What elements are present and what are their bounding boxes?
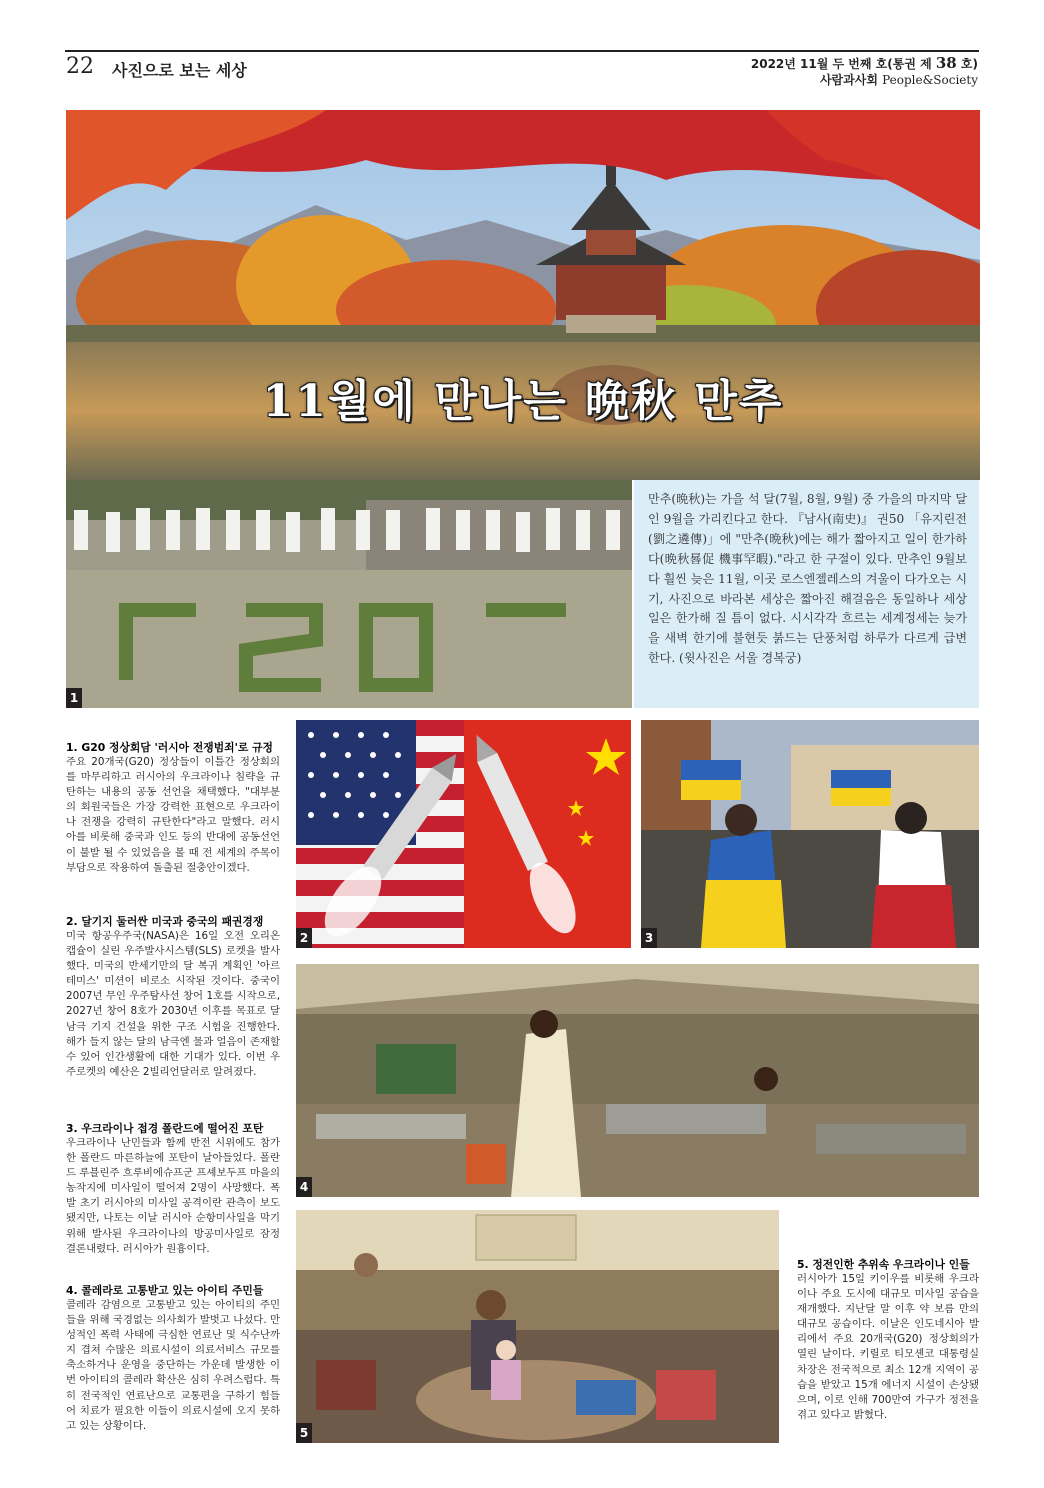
photo-number-4: 4: [296, 1177, 312, 1197]
article-4: [66, 1283, 280, 1446]
photo-ukraine-shelter: [296, 1210, 779, 1443]
issue-info: [751, 54, 978, 72]
article-4-body: 콜레라 감염으로 고통받고 있는 아이티의 주민들을 위해 국경없는 의사회가 발벗고 나섰다. 만성적인 폭력 사태에 극심한 연료난 및 식수난까지 겹쳐 수많은 의료시설이 의료서비스 규모를 축소하거나 운영을 중단하는 가운데 발생한 이번 아이티의 콜레라 확산은 심히 우려스럽다. 특히 전국적인 연료난으로 교통편을 구하기 힘들어 치료가 필요한 이들이 의료시설에 오지 못하고 있는 상황이다.: [66, 1299, 280, 1432]
issue-suffix: 호): [956, 57, 978, 71]
photo-number-5: 5: [296, 1423, 312, 1443]
section-title: 사진으로 보는 세상: [112, 61, 247, 80]
photo-haiti-cholera-tent: [296, 964, 979, 1197]
photo-number-2: 2: [296, 928, 312, 948]
photo-us-china-rockets: [296, 720, 631, 948]
article-1-body: 주요 20개국(G20) 정상들이 이틀간 정상회의를 마무리하고 러시아의 우크라이나 침략을 규탄하는 내용의 공동 선언을 채택했다. "대부분의 회원국들은 가장 강력한 표현으로 우크라이나 전쟁을 강력히 규탄한다"라고 말했다. 러시아를 비롯해 중국과 인도 등의 반대에 공동선언이 불발 될 수 있었음을 볼 때 전 세계의 주목이 부담으로 작용하여 돌출된 절충안이겠다.: [66, 756, 280, 874]
photo-g20-leaders: [66, 480, 632, 708]
article-5: [797, 1257, 979, 1435]
page-number: 22: [66, 54, 94, 79]
article-4-title: 4. 콜레라로 고통받고 있는 아이티 주민들: [66, 1284, 264, 1297]
publisher-ko: 사람과사회: [819, 73, 878, 87]
article-2: [66, 914, 280, 1092]
article-1: [66, 740, 280, 888]
issue-prefix: 2022년 11월 두 번째 호(통권 제: [750, 57, 936, 71]
publisher-en: People&Society: [882, 73, 978, 87]
issue-number: 38: [935, 54, 957, 72]
photo-ukraine-rally: [641, 720, 979, 948]
article-5-body: 러시아가 15일 키이우를 비롯해 우크라이나 주요 도시에 대규모 미사일 공습을 재개했다. 지난달 말 이후 약 보름 만의 대규모 공습이다. 이날은 인도네시아 발리에서 주요 20개국(G20) 정상회의가 열린 날이다. 키릴로 티모셴코 대통령실 차장은 전국적으로 최소 12개 지역이 공습을 받았고 15개 에너지 시설이 손상됐으며, 이로 인해 700만여 가구가 정전을 겪고 있다고 밝혔다.: [797, 1273, 979, 1421]
photo-number-3: 3: [641, 928, 657, 948]
publisher: [820, 71, 978, 88]
intro-text-box: [634, 480, 979, 708]
article-2-body: 미국 항공우주국(NASA)은 16일 오전 오리온 캡슐이 실린 우주발사시스템(SLS) 로켓을 발사했다. 미국의 반세기만의 달 복귀 계획인 '아르테미스' 미션이 비로소 시작된 것이다. 중국이 2007년 무인 우주탐사선 창어 1호를 시작으로, 2027년 창어 8호가 2030년 이후를 목표로 달 남극 기지 건설을 위한 구조 시험을 진행한다. 해가 들지 않는 달의 남극엔 물과 얼음이 존재할 수 있어 인간생활에 대한 기대가 있다. 이번 우주로켓의 예산은 2빌리언달러로 알려졌다.: [66, 930, 280, 1078]
article-2-title: 2. 달기지 둘러싼 미국과 중국의 패권경쟁: [66, 915, 264, 928]
article-3-title: 3. 우크라이나 접경 폴란드에 떨어진 포탄: [66, 1122, 264, 1135]
intro-text: 만추(晩秋)는 가을 석 달(7월, 8월, 9월) 중 가을의 마지막 달인 9월을 가리킨다고 한다. 『남사(南史)』 권50 「유지린전(劉之遴傳)」에 "만추(晩秋)에는 해가 짧아지고 일이 한가하다(晩秋晷促 機事罕暇)."라고 한 구절이 있다. 만추인 9월보다 훨씬 늦은 11월, 이곳 로스엔젤레스의 겨울이 다가오는 시기, 사진으로 바라본 세상은 짧아진 해걸음은 동일하나 세상일은 한가해 질 틈이 없다. 시시각각 흐르는 세계정세는 늦가을 새벽 한기에 불현듯 붉드는 단풍처럼 하루가 다르게 급변한다. (윗사진은 서울 경복궁): [648, 492, 967, 666]
article-3: [66, 1121, 280, 1269]
photo-number-1: 1: [66, 688, 82, 708]
headline: 11월에 만나는 晩秋 만추: [262, 376, 784, 427]
article-5-title: 5. 정전인한 추위속 우크라이나 인들: [797, 1258, 970, 1271]
article-1-title: 1. G20 정상회담 '러시아 전쟁범죄'로 규정: [66, 741, 273, 754]
header-rule: [65, 50, 979, 52]
article-3-body: 우크라이나 난민들과 함께 반전 시위에도 참가한 폴란드 마른하늘에 포탄이 날아들었다. 폴란드 루블린주 흐루비에슈프군 프셰보두프 마을의 농작지에 미사일이 떨어져 2명이 사망했다. 폭발 초기 러시아의 미사일 공격이란 관측이 보도됐지만, 나토는 이날 러시아 순항미사일을 막기 위해 발사된 우크라이나의 방공미사일로 잠정 결론내렸다. 러시아가 원흉이다.: [66, 1137, 280, 1255]
